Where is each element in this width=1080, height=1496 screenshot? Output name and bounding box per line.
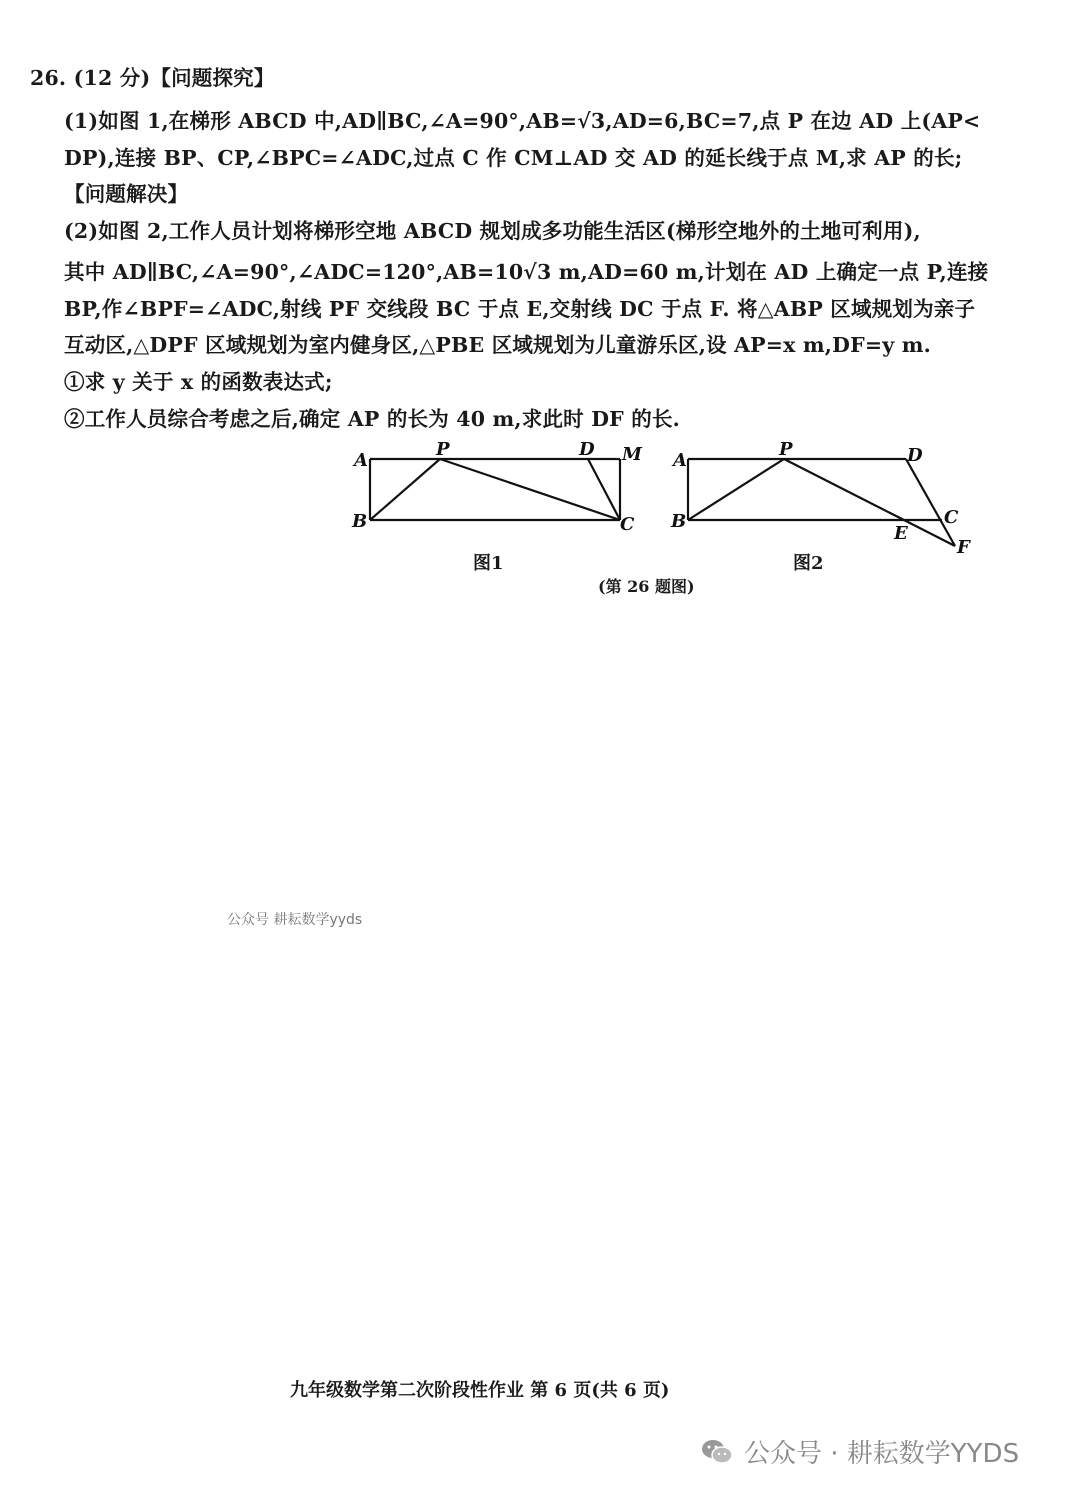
problem-heading: 26. (12 分)【问题探究】	[30, 66, 275, 90]
wechat-icon	[700, 1437, 734, 1467]
part1-line2: DP),连接 BP、CP,∠BPC=∠ADC,过点 C 作 CM⊥AD 交 AD 的延长线于点 M,求 AP 的长;	[64, 146, 963, 170]
fig2-label-E: E	[894, 523, 908, 544]
figure-2-labels	[670, 439, 971, 558]
fig1-label-P: P	[436, 439, 450, 460]
fig2-label-C: C	[944, 507, 959, 528]
part2-line1: (2)如图 2,工作人员计划将梯形空地 ABCD 规划成多功能生活区(梯形空地外的土地可利用),	[64, 219, 921, 243]
fig1-label-D: D	[579, 439, 595, 460]
part2-line4: 互动区,△DPF 区域规划为室内健身区,△PBE 区域规划为儿童游乐区,设 AP=x m,DF=y m.	[64, 333, 931, 357]
fig2-segment-BP	[688, 459, 784, 520]
geometry-figures	[340, 436, 980, 566]
watermark-middle: 公众号 耕耘数学yyds	[227, 912, 363, 928]
fig1-label-A: A	[354, 450, 368, 471]
part2-line2: 其中 AD∥BC,∠A=90°,∠ADC=120°,AB=10√3 m,AD=60 m,计划在 AD 上确定一点 P,连接	[64, 260, 989, 284]
figure-1-label: 图1	[473, 553, 504, 574]
figure-caption: (第 26 题图)	[598, 577, 695, 596]
figure-2-label: 图2	[793, 553, 824, 574]
fig2-label-P: P	[779, 439, 793, 460]
fig2-label-D: D	[907, 445, 923, 466]
watermark-bottom	[700, 1433, 1019, 1470]
fig1-label-C: C	[620, 514, 635, 535]
fig1-label-B: B	[352, 511, 368, 532]
page-footer: 九年级数学第二次阶段性作业 第 6 页(共 6 页)	[290, 1380, 670, 1401]
fig1-label-M: M	[622, 444, 642, 465]
fig2-label-F: F	[957, 537, 970, 558]
part1-line1: (1)如图 1,在梯形 ABCD 中,AD∥BC,∠A=90°,AB=√3,AD=6,BC=7,点 P 在边 AD 上(AP<	[64, 109, 981, 133]
watermark-bottom-text: 公众号 · 耕耘数学YYDS	[744, 1439, 1020, 1469]
part2-line3: BP,作∠BPF=∠ADC,射线 PF 交线段 BC 于点 E,交射线 DC 于点 F. 将△ABP 区域规划为亲子	[64, 297, 976, 321]
figure-2	[688, 459, 955, 546]
question-1: ①求 y 关于 x 的函数表达式;	[64, 370, 333, 394]
fig1-segment-BP	[370, 459, 440, 520]
fig2-label-A: A	[673, 450, 687, 471]
section-heading-solve: 【问题解决】	[64, 182, 189, 206]
question-2: ②工作人员综合考虑之后,确定 AP 的长为 40 m,求此时 DF 的长.	[64, 407, 681, 431]
figure-1	[370, 459, 620, 520]
fig2-label-B: B	[671, 511, 687, 532]
